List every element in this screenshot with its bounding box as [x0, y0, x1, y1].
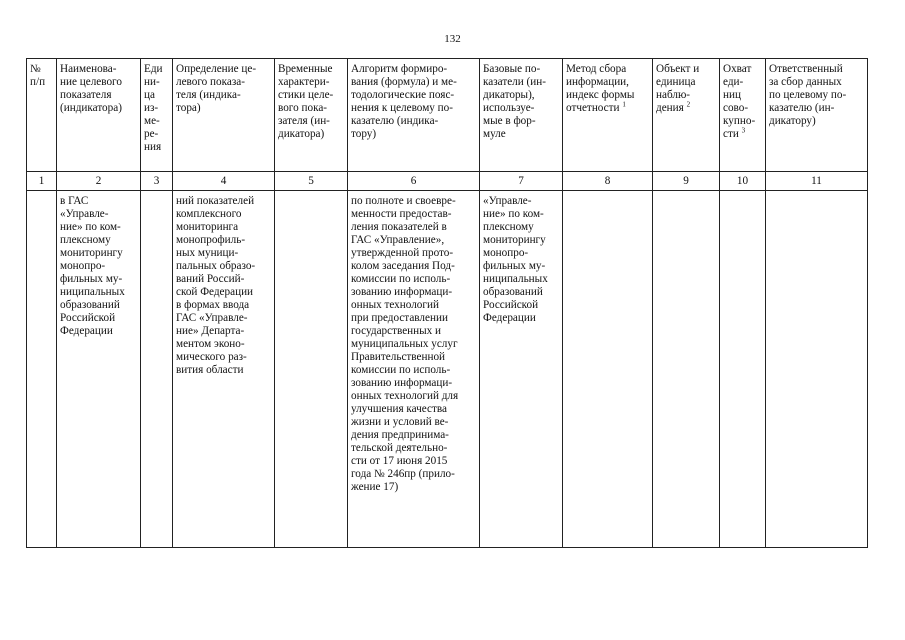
column-number-row: [27, 172, 868, 191]
column-number: 5: [275, 172, 348, 191]
header-text-observation-object: Объект и единица наблю- дения: [656, 63, 700, 114]
header-cell-responsible: Ответственный за сбор данных по целевому по- казателю (ин- дикатору): [766, 59, 868, 172]
column-number: 10: [720, 172, 766, 191]
column-number: 7: [480, 172, 563, 191]
header-cell-algorithm: Алгоритм формиро- вания (формула) и ме- тодологические пояс- нения к целевому по- казателю (индика- тору): [348, 59, 480, 172]
column-number: 2: [57, 172, 141, 191]
cell-base-indicators: «Управле- ние» по ком- плексному мониторингу монопро- фильных му- ниципальных образований Российской Федерации: [480, 191, 563, 548]
column-number: 8: [563, 172, 653, 191]
cell-coverage: [720, 191, 766, 548]
cell-responsible: [766, 191, 868, 548]
column-number: 4: [173, 172, 275, 191]
footnote-marker-3: 3: [741, 126, 746, 135]
column-number: 1: [27, 172, 57, 191]
column-number: 11: [766, 172, 868, 191]
cell-definition: ний показателей комплексного мониторинга монопрофиль- ных муници- пальных образо- ваний Россий- ской Федерации в формах ввода ГАС «Управле- ние» Департа- ментом эконо- мического раз- вития области: [173, 191, 275, 548]
cell-observation-object: [653, 191, 720, 548]
table-header-row: [27, 59, 868, 172]
cell-unit: [141, 191, 173, 548]
header-cell-unit: Еди ни- ца из- ме- ре- ния: [141, 59, 173, 172]
header-cell-coverage: [720, 59, 766, 172]
cell-algorithm: по полноте и своевре- менности предостав- ления показателей в ГАС «Управление», утвержденной прото- колом заседания Под- комиссии по исполь- зованию информаци- онных технологий при предоставлении государственных и муниципальных услуг Правительственной комиссии по исполь- зованию информаци- онных технологий для улучшения качества жизни и условий ве- дения предпринима- тельской деятельно- сти от 17 июня 2015 года № 246пр (прило- жение 17): [348, 191, 480, 548]
header-cell-base-indicators: Базовые по- казатели (ин- дикаторы), используе- мые в фор- муле: [480, 59, 563, 172]
cell-time-characteristics: [275, 191, 348, 548]
header-cell-time-characteristics: Временные характери- стики целе- вого пока- зателя (ин- дикатора): [275, 59, 348, 172]
cell-indicator-name: в ГАС «Управле- ние» по ком- плексному мониторингу монопро- фильных му- ниципальных образований Российской Федерации: [57, 191, 141, 548]
cell-collection-method: [563, 191, 653, 548]
column-number: 3: [141, 172, 173, 191]
indicator-table: [26, 58, 868, 548]
header-cell-indicator-name: Наименова- ние целевого показателя (индикатора): [57, 59, 141, 172]
header-text-collection-method: Метод сбора информации, индекс формы отчетности: [566, 63, 635, 114]
header-cell-definition: Определение це- левого показа- теля (индика- тора): [173, 59, 275, 172]
column-number: 6: [348, 172, 480, 191]
footnote-marker-2: 2: [686, 100, 691, 109]
header-cell-number: № п/п: [27, 59, 57, 172]
header-cell-collection-method: [563, 59, 653, 172]
column-number: 9: [653, 172, 720, 191]
cell-number: [27, 191, 57, 548]
header-text-coverage: Охват еди- ниц сово- купно- сти: [723, 63, 756, 140]
header-cell-observation-object: [653, 59, 720, 172]
footnote-marker-1: 1: [622, 100, 626, 109]
page-number: 132: [444, 33, 461, 45]
table-row: [27, 191, 868, 548]
